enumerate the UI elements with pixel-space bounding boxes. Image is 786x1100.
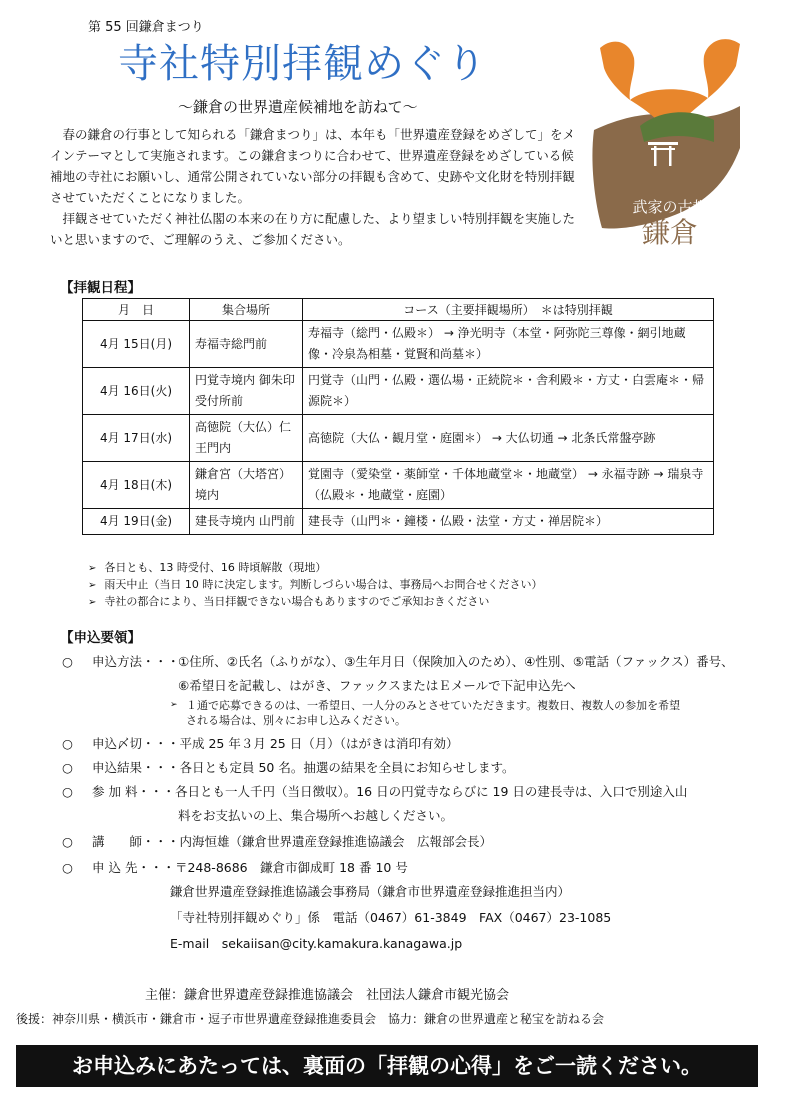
circle-bullet-icon: ○ [62,784,73,799]
destination-email: E-mail sekaiisan@city.kamakura.kanagawa.jp [170,936,463,951]
course: 寿福寺（総門・仏殿＊） → 浄光明寺（本堂・阿弥陀三尊像・網引地蔵像・冷泉為相墓・覚賢和尚墓＊） [303,321,714,368]
circle-bullet-icon: ○ [62,860,73,875]
destination-contact: 「寺社特別拝観めぐり」係 電話（0467）61-3849 FAX（0467）23-1085 [170,910,612,925]
note-item: ➢ 各日とも、13 時受付、16 時頃解散（現地） [88,560,543,577]
course: 覚園寺（愛染堂・薬師堂・千体地蔵堂＊・地蔵堂） → 永福寺跡 → 瑞泉寺（仏殿＊・地蔵堂・庭園） [303,462,714,509]
support-line: 後援：神奈川県・横浜市・鎌倉市・逗子市世界遺産登録推進委員会 協力：鎌倉の世界遺産と秘宝を訪ねる会 [16,1012,605,1026]
table-row [83,509,714,535]
application-fee [62,780,687,804]
notice-banner: お申込みにあたっては、裏面の「拝観の心得」をご一読ください。 [16,1045,758,1087]
table-row [83,415,714,462]
application-heading: 【申込要領】 [60,630,141,646]
course: 高徳院（大仏・観月堂・庭園＊） → 大仏切通 → 北条氏常盤亭跡 [303,415,714,462]
method-label: 申込方法・・・ [92,654,180,669]
method-text: ①住所、②氏名（ふりがな）、③生年月日（保険加入のため）、④性別、⑤電話（ファックス）番号、⑥希望日を記載し、はがき、ファックスまたはＥメールで下記申込先へ [178,654,734,693]
meeting-place: 円覚寺境内 御朱印受付所前 [190,368,303,415]
subnote-line: される場合は、別々にお申し込みください。 [186,714,406,727]
schedule-date: 4月 16日(火) [83,368,190,415]
table-row [83,368,714,415]
table-row [83,462,714,509]
subnote-line: １通で応募できるのは、一希望日、一人分のみとさせていただきます。複数日、複数人の参加を希望 [186,699,681,712]
note-item: ➢ 寺社の都合により、当日拝観できない場合もありますのでご承知おきください [88,594,543,611]
meeting-place: 寿福寺総門前 [190,321,303,368]
meeting-place: 建長寺境内 山門前 [190,509,303,535]
course: 円覚寺（山門・仏殿・選仏場・正続院＊・舎利殿＊・方丈・白雲庵＊・帰源院＊） [303,368,714,415]
destination-office: 鎌倉世界遺産登録推進協議会事務局（鎌倉市世界遺産登録推進担当内） [170,884,571,899]
table-row [83,321,714,368]
arrow-bullet-icon: ➢ [170,700,178,710]
intro-text [50,124,578,250]
organizer-line: 主催：鎌倉世界遺産登録推進協議会 社団法人鎌倉市観光協会 [145,988,510,1003]
application-destination [62,856,408,880]
kamakura-logo [590,30,750,250]
table-header-row [83,299,714,321]
circle-bullet-icon: ○ [62,736,73,751]
circle-bullet-icon: ○ [62,654,73,669]
method-subnote [170,698,680,728]
meeting-place: 高徳院（大仏）仁王門内 [190,415,303,462]
application-lecturer [62,830,492,854]
application-result [62,756,514,780]
course: 建長寺（山門＊・鐘楼・仏殿・法堂・方丈・禅居院＊） [303,509,714,535]
column-header-course: コース（主要拝観場所） ＊は特別拝観 [303,299,714,321]
circle-bullet-icon: ○ [62,834,73,849]
fee-text-cont: 料をお支払いの上、集合場所へお越しください。 [178,808,454,823]
logo-crest-left [600,42,634,100]
page-title: 寺社特別拝観めぐり [118,41,487,87]
logo-text-main: 鎌倉 [641,216,699,249]
intro-paragraph: 拝観させていただく神社仏閣の本来の在り方に配慮した、より望ましい特別拝観を実施したいと思いますので、ご理解のうえ、ご参加ください。 [50,211,576,247]
lecturer-text: 講 師・・・内海恒雄（鎌倉世界遺産登録推進協議会 広報部会長） [92,834,493,849]
edition-label: 第 55 回鎌倉まつり [88,20,204,35]
schedule-heading: 【拝観日程】 [60,280,141,296]
schedule-date: 4月 17日(水) [83,415,190,462]
schedule-date: 4月 15日(月) [83,321,190,368]
logo-text-top: 武家の古都 [632,198,708,216]
deadline-text: 申込〆切・・・平成 25 年３月 25 日（月）（はがきは消印有効） [92,736,459,751]
logo-crest-right [704,39,740,98]
intro-paragraph: 春の鎌倉の行事として知られる「鎌倉まつり」は、本年も「世界遺産登録をめざして」をメインテーマとして実施されます。この鎌倉まつりに合わせて、世界遺産登録をめざしている候補地の寺社にお願いし、通常公開されていない部分の拝観も含めて、史跡や文化財を特別拝観させていただくことになりました。 [50,127,576,205]
column-header-date: 月 日 [83,299,190,321]
schedule-date: 4月 19日(金) [83,509,190,535]
result-text: 申込結果・・・各日とも定員 50 名。抽選の結果を全員にお知らせします。 [92,760,515,775]
schedule-date: 4月 18日(木) [83,462,190,509]
fee-text: 参 加 料・・・各日とも一人千円（当日徴収）。16 日の円覚寺ならびに 19 日の建長寺は、入口で別途入山 [92,784,688,799]
application-deadline [62,732,458,756]
schedule-notes [88,560,543,611]
meeting-place: 鎌倉宮（大塔宮）境内 [190,462,303,509]
circle-bullet-icon: ○ [62,760,73,775]
page-subtitle: ～鎌倉の世界遺産候補地を訪ねて～ [178,98,418,116]
application-method [62,650,180,674]
schedule-table [82,298,714,535]
column-header-place: 集合場所 [190,299,303,321]
destination-text: 申 込 先・・・〒248-8686 鎌倉市御成町 18 番 10 号 [92,860,408,875]
note-item: ➢ 雨天中止（当日 10 時に決定します。判断しづらい場合は、事務局へお問合せください） [88,577,543,594]
